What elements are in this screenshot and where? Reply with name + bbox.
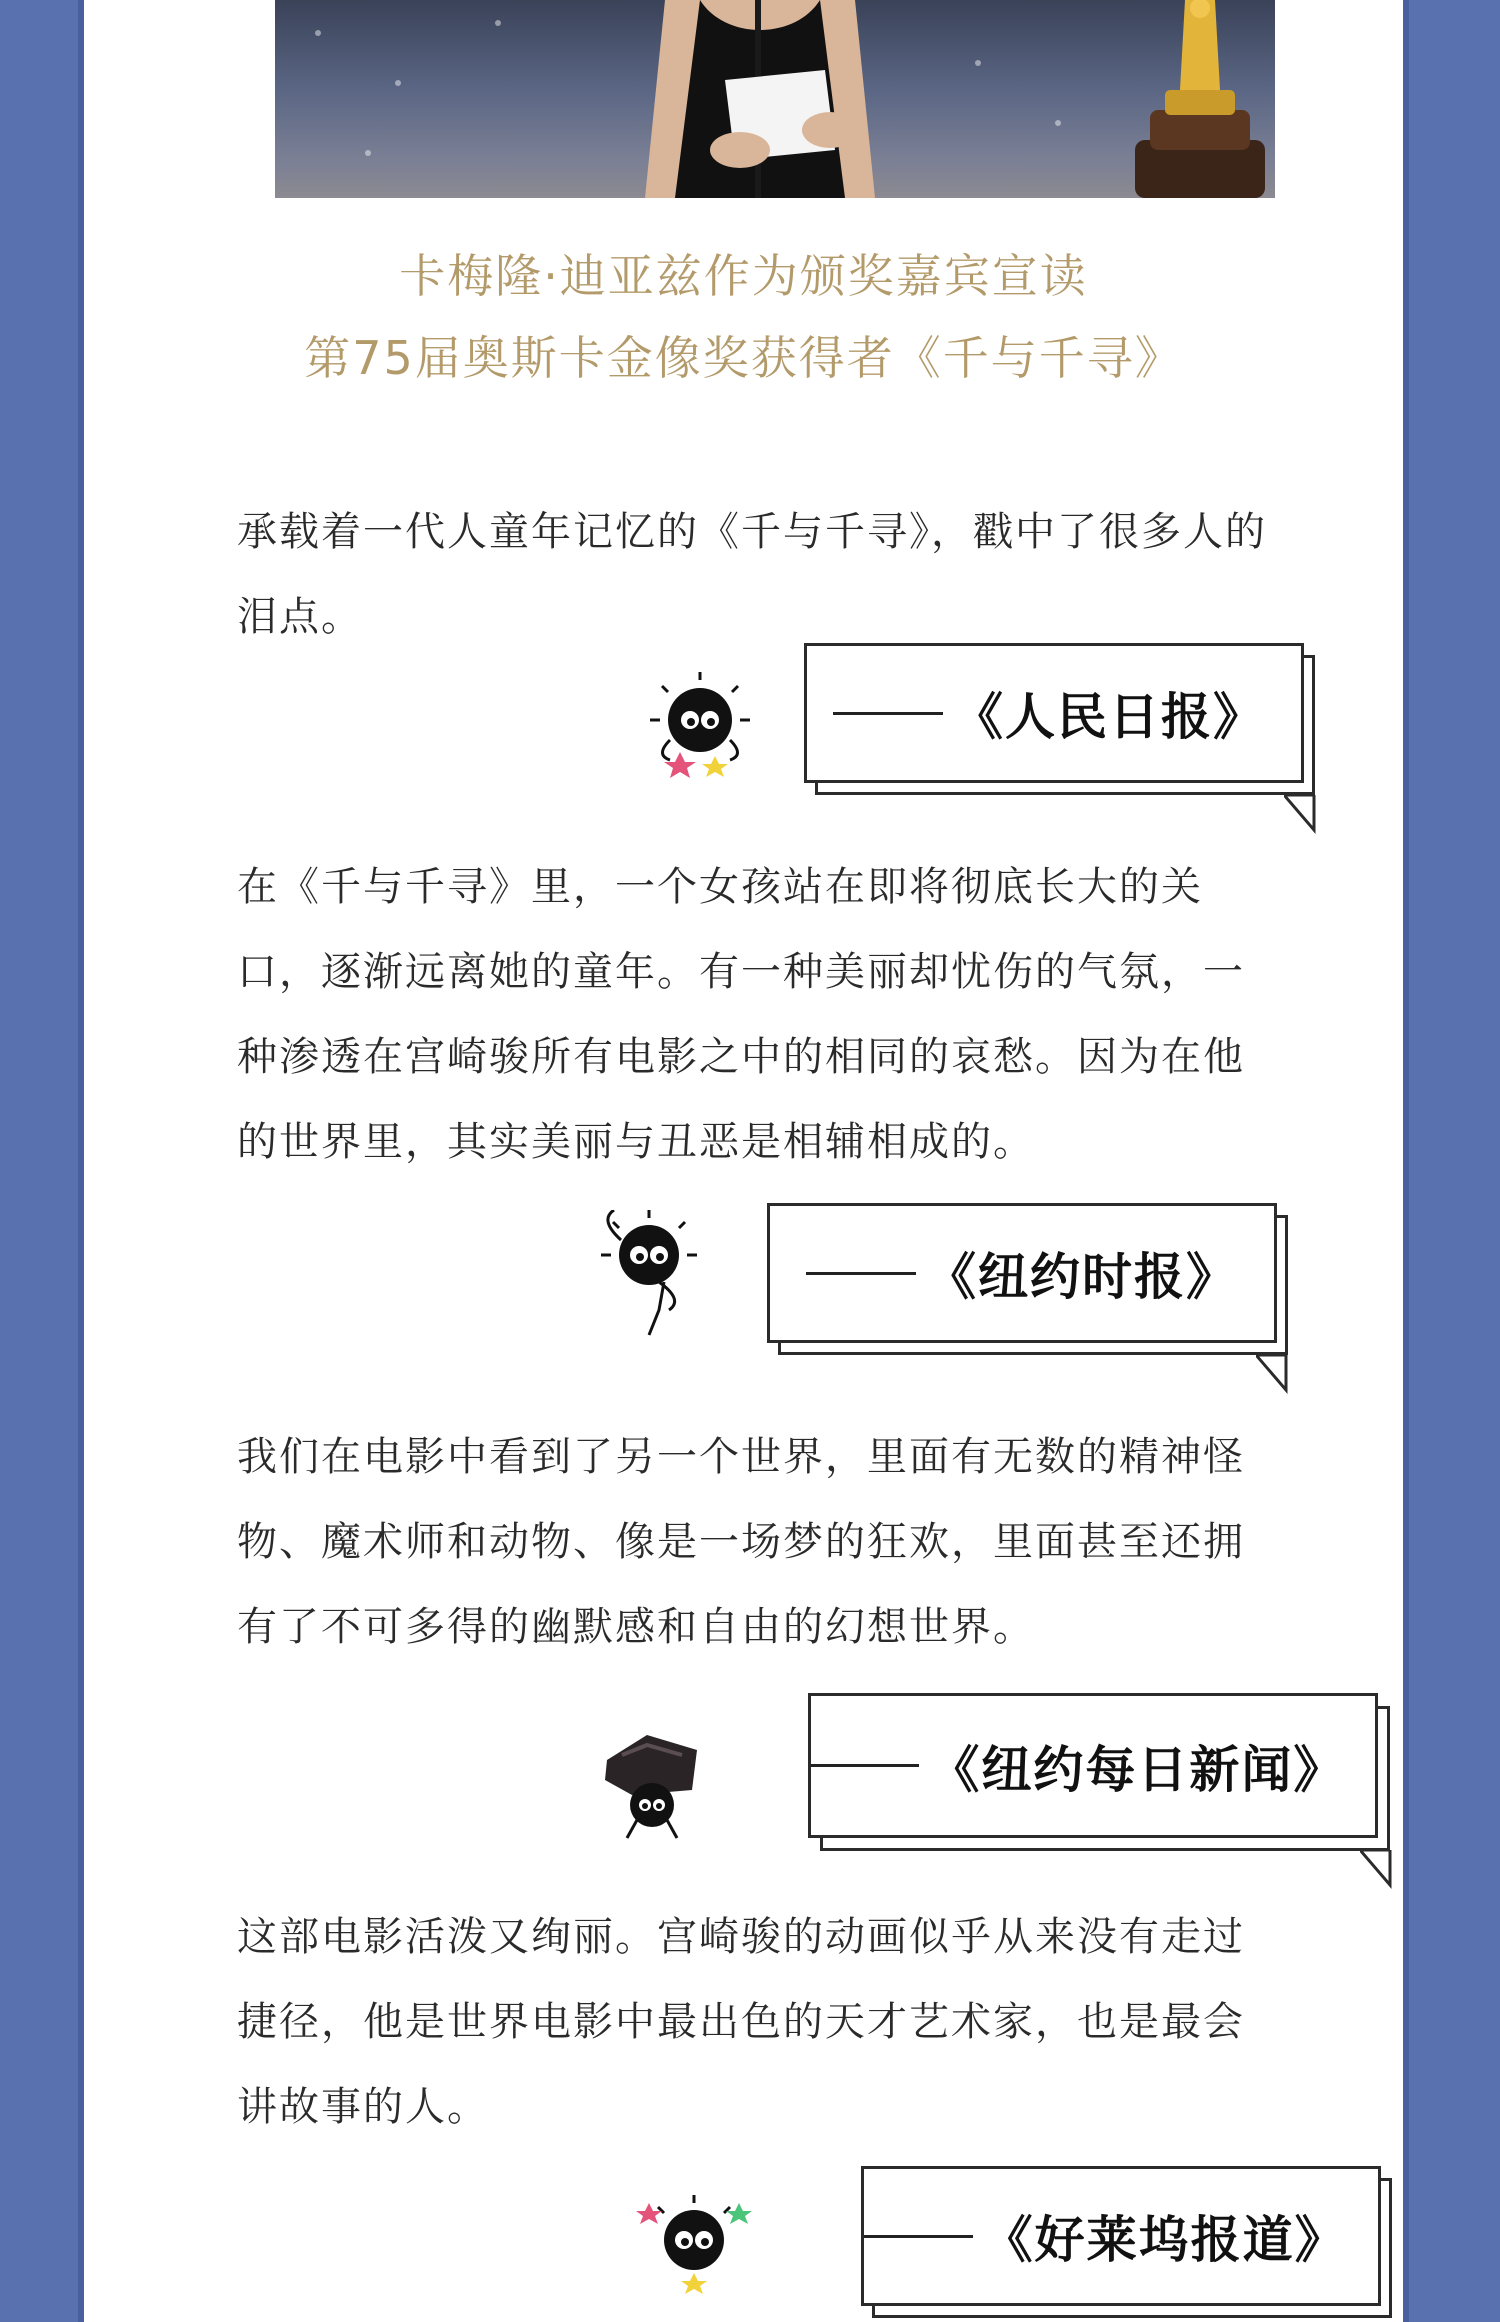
quote-box-3 [808,1693,1378,1838]
quote-source-2: 《纽约时报》 [926,1248,1238,1306]
paragraph-4: 这部电影活泼又绚丽。宫崎骏的动画似乎从来没有走过捷径，他是世界电影中最出色的天才艺术家，也是最会讲故事的人。 [237,1914,1245,2130]
speech-bubble-tail [1256,1355,1296,1395]
speech-bubble-tail [1284,795,1324,835]
paragraph-3: 我们在电影中看到了另一个世界，里面有无数的精神怪物、魔术师和动物、像是一场梦的狂欢，里面甚至还拥有了不可多得的幽默感和自由的幻想世界。 [237,1434,1245,1650]
speech-bubble-tail [1360,1850,1400,1890]
quote-source-3: 《纽约每日新闻》 [929,1740,1346,1799]
quote-box-2 [767,1203,1277,1343]
article-page [78,0,1409,2322]
em-dash [864,2235,973,2238]
quote-box-1 [804,643,1304,783]
em-dash [811,1764,919,1767]
photo-caption-line-1: 卡梅隆·迪亚兹作为颁奖嘉宾宣读 [399,249,1088,303]
soot-sprite-icon [629,2185,759,2300]
soot-sprite-icon [640,670,760,780]
soot-sprite-icon [587,1720,717,1840]
em-dash [833,712,943,715]
oscar-statue-icon [1125,0,1275,198]
paragraph-2: 在《千与千寻》里，一个女孩站在即将彻底长大的关口，逐渐远离她的童年。有一种美丽却忧伤的气氛，一种渗透在宫崎骏所有电影之中的相同的哀愁。因为在他的世界里，其实美丽与丑恶是相辅相成的。 [237,864,1245,1165]
paragraph-1: 承载着一代人童年记忆的《千与千寻》，戳中了很多人的泪点。 [237,509,1267,640]
quote-source-4: 《好莱坞报道》 [982,2211,1347,2269]
soot-sprite-icon [589,1210,709,1340]
em-dash [806,1272,916,1275]
photo-caption-line-2: 第75届奥斯卡金像奖获得者《千与千寻》 [304,331,1183,385]
presenter-figure [605,0,915,198]
quote-box-4 [861,2166,1381,2306]
quote-source-1: 《人民日报》 [953,688,1265,746]
oscar-ceremony-photo [275,0,1275,198]
